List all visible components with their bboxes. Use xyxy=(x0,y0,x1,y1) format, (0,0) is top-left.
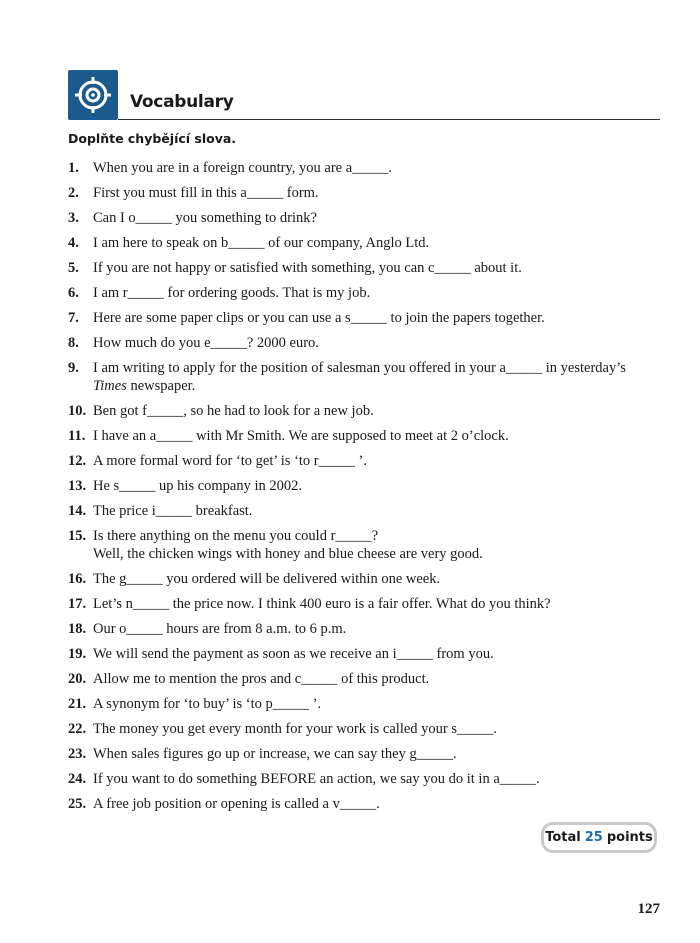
exercise-item-18 xyxy=(68,620,660,638)
item-sentence: Ben got f_____, so he had to look for a new job. xyxy=(93,403,374,419)
exercise-item-13 xyxy=(68,477,660,495)
exercise-item-22 xyxy=(68,720,660,738)
title-divider xyxy=(118,119,660,120)
exercise-item-16 xyxy=(68,570,660,588)
item-sentence: A synonym for ‘to buy’ is ‘to p_____ ’. xyxy=(93,696,322,712)
exercise-item-23 xyxy=(68,745,660,763)
item-sentence: We will send the payment as soon as we receive an i_____ from you. xyxy=(93,646,494,662)
item-sentence: When sales figures go up or increase, we can say they g_____. xyxy=(93,746,457,762)
exercise-item-5 xyxy=(68,259,660,277)
exercise-item-8 xyxy=(68,334,660,352)
item-sentence: Can I o_____ you something to drink? xyxy=(93,210,317,226)
exercise-item-15 xyxy=(68,527,660,563)
exercise-item-12 xyxy=(68,452,660,470)
item-number: 15. xyxy=(68,528,87,544)
item-number: 24. xyxy=(68,771,87,787)
item-number: 19. xyxy=(68,646,87,662)
exercise-item-9 xyxy=(68,359,660,395)
item-sentence: Is there anything on the menu you could r_____? Well, the chicken wings with honey and blue cheese are very good. xyxy=(93,528,483,562)
item-sentence: Our o_____ hours are from 8 a.m. to 6 p.m. xyxy=(93,621,347,637)
item-number: 4. xyxy=(68,235,79,251)
item-sentence: I am r_____ for ordering goods. That is my job. xyxy=(93,285,371,301)
item-sentence: I have an a_____ with Mr Smith. We are supposed to meet at 2 o’clock. xyxy=(93,428,509,444)
exercise-list xyxy=(68,159,660,820)
item-number: 22. xyxy=(68,721,87,737)
item-sentence-end: newspaper. xyxy=(126,378,196,394)
total-label: Total xyxy=(545,830,581,845)
item-number: 18. xyxy=(68,621,87,637)
item-number: 13. xyxy=(68,478,87,494)
item-sentence: The money you get every month for your work is called your s_____. xyxy=(93,721,497,737)
item-number: 14. xyxy=(68,503,87,519)
instruction-text: Doplňte chybějící slova. xyxy=(68,131,237,146)
item-number: 21. xyxy=(68,696,87,712)
item-number: 6. xyxy=(68,285,79,301)
target-icon xyxy=(68,70,118,120)
exercise-item-25 xyxy=(68,795,660,813)
item-number: 16. xyxy=(68,571,87,587)
item-number: 12. xyxy=(68,453,87,469)
item-number: 8. xyxy=(68,335,79,351)
total-points-value: 25 xyxy=(584,830,603,845)
exercise-item-4 xyxy=(68,234,660,252)
item-sentence: How much do you e_____? 2000 euro. xyxy=(93,335,319,351)
section-title: Vocabulary xyxy=(130,92,234,112)
total-points-badge xyxy=(541,822,657,853)
item-sentence: First you must fill in this a_____ form. xyxy=(93,185,319,201)
item-number: 11. xyxy=(68,428,86,444)
exercise-item-21 xyxy=(68,695,660,713)
exercise-item-19 xyxy=(68,645,660,663)
item-sentence: The g_____ you ordered will be delivered within one week. xyxy=(93,571,441,587)
exercise-item-3 xyxy=(68,209,660,227)
exercise-item-24 xyxy=(68,770,660,788)
item-number: 17. xyxy=(68,596,87,612)
total-points-unit: points xyxy=(606,830,653,845)
item-number: 5. xyxy=(68,260,79,276)
item-sentence: When you are in a foreign country, you are a_____. xyxy=(93,160,393,176)
item-sentence: The price i_____ breakfast. xyxy=(93,503,253,519)
exercise-item-1 xyxy=(68,159,660,177)
item-number: 23. xyxy=(68,746,87,762)
newspaper-title: Times xyxy=(93,378,127,394)
exercise-item-11 xyxy=(68,427,660,445)
exercise-item-2 xyxy=(68,184,660,202)
item-sentence: A free job position or opening is called a v_____. xyxy=(93,796,380,812)
item-sentence: Here are some paper clips or you can use a s_____ to join the papers together. xyxy=(93,310,545,326)
item-sentence-main: I am writing to apply for the position of salesman you offered in your a_____ in yesterday’s xyxy=(93,360,626,376)
item-sentence xyxy=(93,359,660,395)
item-sentence: He s_____ up his company in 2002. xyxy=(93,478,303,494)
item-number: 25. xyxy=(68,796,87,812)
exercise-item-20 xyxy=(68,670,660,688)
item-number: 7. xyxy=(68,310,79,326)
exercise-item-6 xyxy=(68,284,660,302)
item-number: 1. xyxy=(68,160,79,176)
item-number: 20. xyxy=(68,671,87,687)
item-sentence: Let’s n_____ the price now. I think 400 euro is a fair offer. What do you think? xyxy=(93,596,551,612)
item-sentence: If you are not happy or satisfied with something, you can c_____ about it. xyxy=(93,260,522,276)
item-number: 10. xyxy=(68,403,87,419)
item-number: 9. xyxy=(68,360,79,376)
item-sentence: Allow me to mention the pros and c_____ of this product. xyxy=(93,671,430,687)
exercise-item-17 xyxy=(68,595,660,613)
exercise-item-10 xyxy=(68,402,660,420)
item-sentence: If you want to do something BEFORE an action, we say you do it in a_____. xyxy=(93,771,540,787)
item-sentence: I am here to speak on b_____ of our company, Anglo Ltd. xyxy=(93,235,430,251)
item-number: 2. xyxy=(68,185,79,201)
exercise-item-7 xyxy=(68,309,660,327)
item-sentence: A more formal word for ‘to get’ is ‘to r_____ ’. xyxy=(93,453,367,469)
exercise-item-14 xyxy=(68,502,660,520)
item-number: 3. xyxy=(68,210,79,226)
page-number: 127 xyxy=(637,901,660,917)
